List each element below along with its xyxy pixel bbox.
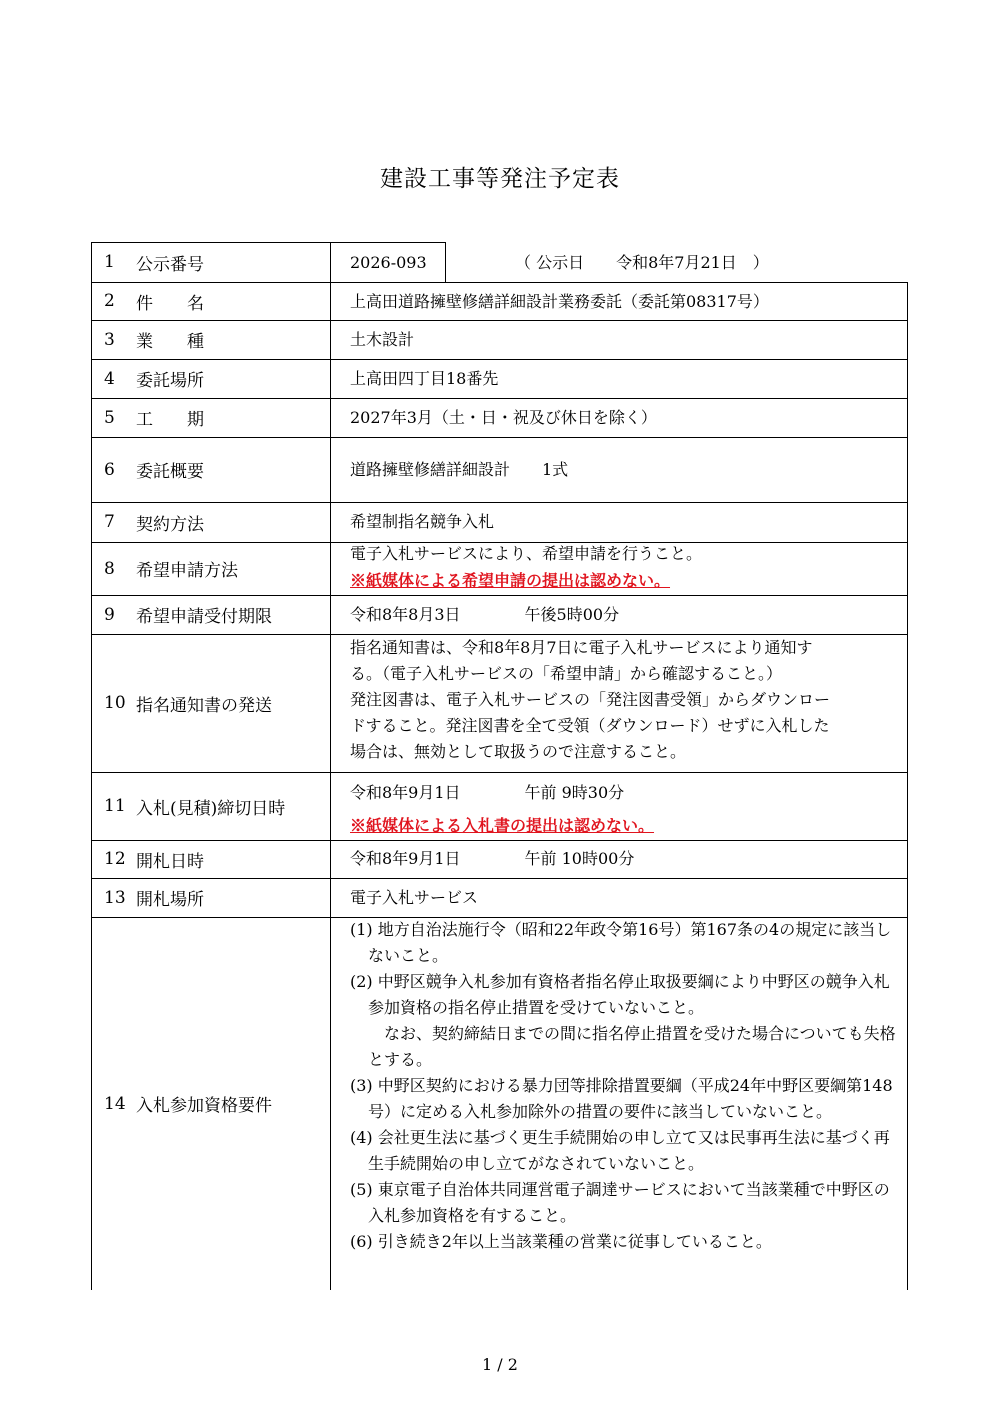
- row-14-label: 14 入札参加資格要件: [104, 1093, 272, 1116]
- opening-place: 電子入札サービス: [350, 888, 479, 907]
- requirement-item: (6) 引き続き2年以上当該業種の営業に従事していること。: [350, 1232, 772, 1251]
- row-6-label: 6 委託概要: [104, 459, 204, 482]
- requirement-item: (3) 中野区契約における暴力団等排除措置要綱（平成24年中野区要綱第148号）に定める入札参加除外の措置の要件に該当していないこと。: [350, 1076, 893, 1121]
- designation-notice: 指名通知書は、令和8年8月7日に電子入札サービスにより通知す る。（電子入札サービスの「希望申請」から確認すること。） 発注図書は、電子入札サービスの「発注図書受領」からダウンロー ドすること。発注図書を全て受領（ダウンロード）せずに入札した 場合は、無効として取扱うので注意すること。: [350, 638, 831, 761]
- project-name: 上高田道路擁壁修繕詳細設計業務委託（委託第08317号）: [350, 292, 769, 311]
- row-12-label: 12 開札日時: [104, 849, 204, 872]
- bid-note: ※紙媒体による入札書の提出は認めない。: [350, 816, 655, 835]
- requirement-item: (5) 東京電子自治体共同運営電子調達サービスにおいて当該業種で中野区の入札参加資格を有すること。: [350, 1180, 890, 1225]
- row-8-label: 8 希望申請方法: [104, 558, 238, 581]
- row-1-label: 1 公示番号: [104, 252, 204, 275]
- notice-date: （ 公示日 令和8年7月21日 ）: [515, 253, 769, 272]
- requirement-item: (1) 地方自治法施行令（昭和22年政令第16号）第167条の4の規定に該当しないこと。: [350, 920, 892, 965]
- application-method: 電子入札サービスにより、希望申請を行うこと。: [350, 544, 703, 563]
- row-2-label: 2 件 名: [104, 291, 204, 314]
- application-deadline: 令和8年8月3日 午後5時00分: [350, 605, 620, 624]
- requirement-item: なお、契約締結日までの間に指名停止措置を受けた場合についても失格とする。: [368, 1024, 896, 1069]
- requirement-item: (2) 中野区競争入札参加有資格者指名停止取扱要綱により中野区の競争入札参加資格の指名停止措置を受けていないこと。: [350, 972, 890, 1017]
- page-number: 1 / 2: [482, 1355, 518, 1374]
- work-period: 2027年3月（土・日・祝及び休日を除く）: [350, 408, 657, 427]
- application-note: ※紙媒体による希望申請の提出は認めない。: [350, 571, 671, 590]
- qualification-requirements: [350, 917, 898, 1255]
- row-11-label: 11 入札(見積)締切日時: [104, 796, 286, 819]
- notice-number: 2026-093: [350, 253, 427, 272]
- row-10-label: 10 指名通知書の発送: [104, 693, 272, 716]
- document-title: 建設工事等発注予定表: [380, 166, 620, 192]
- row-3-label: 3 業 種: [104, 329, 204, 352]
- row-7-label: 7 契約方法: [104, 512, 204, 535]
- contract-method: 希望制指名競争入札: [350, 512, 495, 531]
- bid-deadline: 令和8年9月1日 午前 9時30分: [350, 783, 625, 802]
- requirement-item: (4) 会社更生法に基づく更生手続開始の申し立て又は民事再生法に基づく再生手続開始の申し立てがなされていないこと。: [350, 1128, 890, 1173]
- row-4-label: 4 委託場所: [104, 368, 204, 391]
- commission-summary: 道路擁壁修繕詳細設計 1式: [350, 460, 569, 479]
- commission-place: 上高田四丁目18番先: [350, 369, 499, 388]
- row-5-label: 5 工 期: [104, 407, 204, 430]
- row-9-label: 9 希望申請受付期限: [104, 604, 272, 627]
- row-13-label: 13 開札場所: [104, 887, 204, 910]
- opening-datetime: 令和8年9月1日 午前 10時00分: [350, 849, 635, 868]
- business-type: 土木設計: [350, 330, 415, 349]
